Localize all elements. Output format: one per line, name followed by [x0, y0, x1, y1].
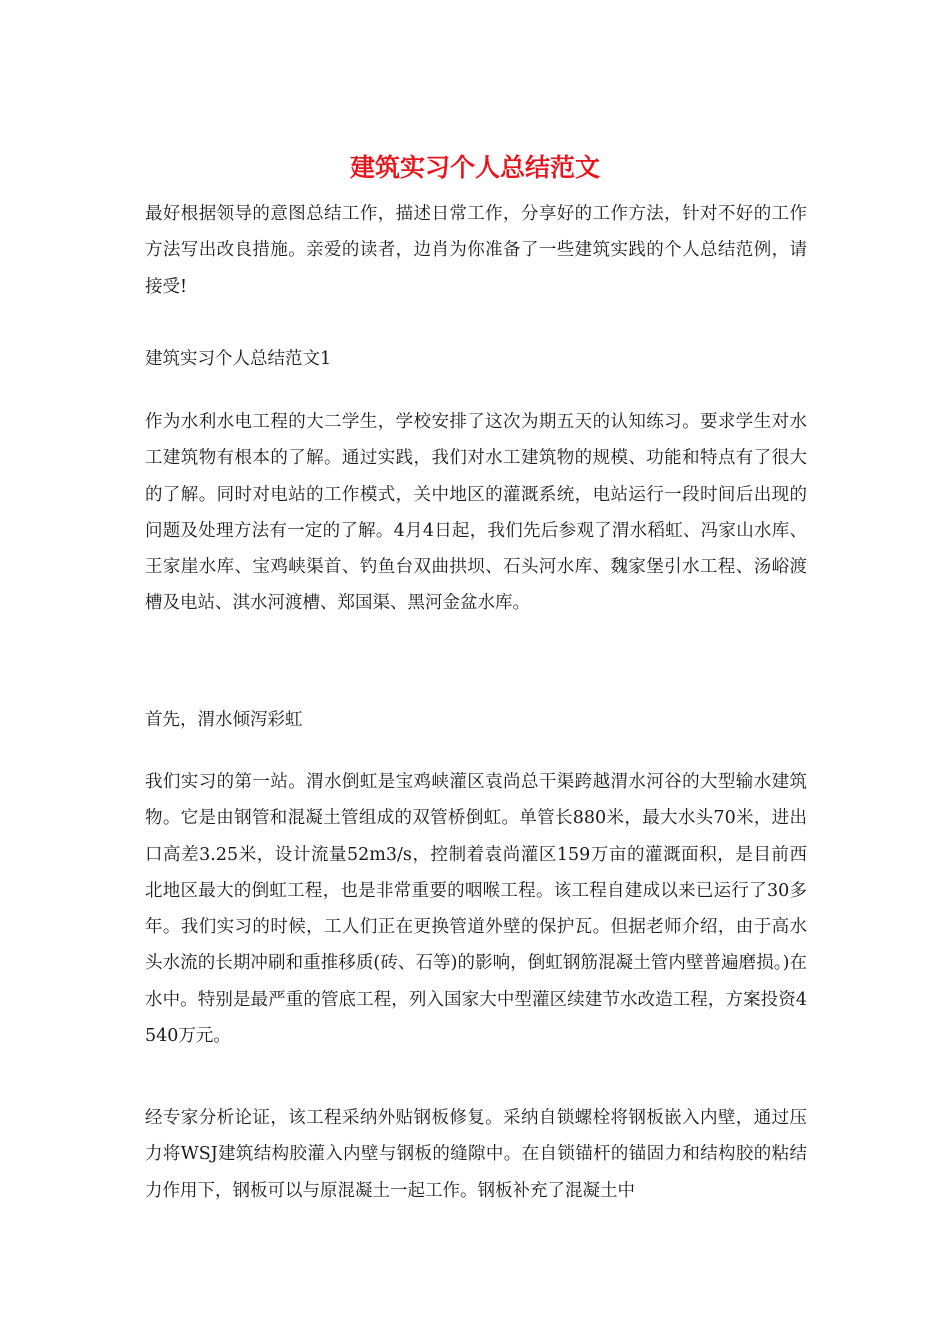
body-paragraph-1: 作为水利水电工程的大二学生，学校安排了这次为期五天的认知练习。要求学生对水工建筑物有根本的了解。通过实践，我们对水工建筑物的规模、功能和特点有了很大的了解。同时对电站的工作模式，关中地区的灌溉系统，电站运行一段时间后出现的问题及处理方法有一定的了解。4月4日起，我们先后参观了渭水稻虹、冯家山水库、王家崖水库、宝鸡峡渠首、钓鱼台双曲拱坝、石头河水库、魏家堡引水工程、汤峪渡槽及电站、淇水河渡槽、郑国渠、黑河金盆水库。: [145, 412, 807, 614]
intro-paragraph: 最好根据领导的意图总结工作，描述日常工作，分享好的工作方法，针对不好的工作方法写出改良措施。亲爱的读者，边肖为你准备了一些建筑实践的个人总结范例，请接受!: [145, 204, 807, 297]
body-paragraph-2: 我们实习的第一站。渭水倒虹是宝鸡峡灌区袁尚总干渠跨越渭水河谷的大型输水建筑物。它是由钢管和混凝土管组成的双管桥倒虹。单管长880米，最大水头70米，进出口高差3.25米，设计流量52m3/s，控制着袁尚灌区159万亩的灌溉面积，是目前西北地区最大的倒虹工程，也是非常重要的咽喉工程。该工程自建成以来已运行了30多年。我们实习的时候，工人们正在更换管道外壁的保护瓦。但据老师介绍，由于高水头水流的长期冲刷和重推移质(砖、石等)的影响，倒虹钢筋混凝土管内壁普遍磨损。)在水中。特别是最严重的管底工程，列入国家大中型灌区续建节水改造工程，方案投资4540万元。: [145, 772, 807, 1047]
subheading: 首先，渭水倾泻彩虹: [145, 710, 303, 730]
body-paragraph-3: 经专家分析论证，该工程采纳外贴钢板修复。采纳自锁螺栓将钢板嵌入内壁，通过压力将WSJ建筑结构胶灌入内壁与钢板的缝隙中。在自锁锚杆的锚固力和结构胶的粘结力作用下，钢板可以与原混凝土一起工作。钢板补充了混凝土中: [145, 1108, 807, 1201]
section-heading: 建筑实习个人总结范文1: [145, 349, 332, 369]
document-title: 建筑实习个人总结范文: [349, 153, 600, 182]
